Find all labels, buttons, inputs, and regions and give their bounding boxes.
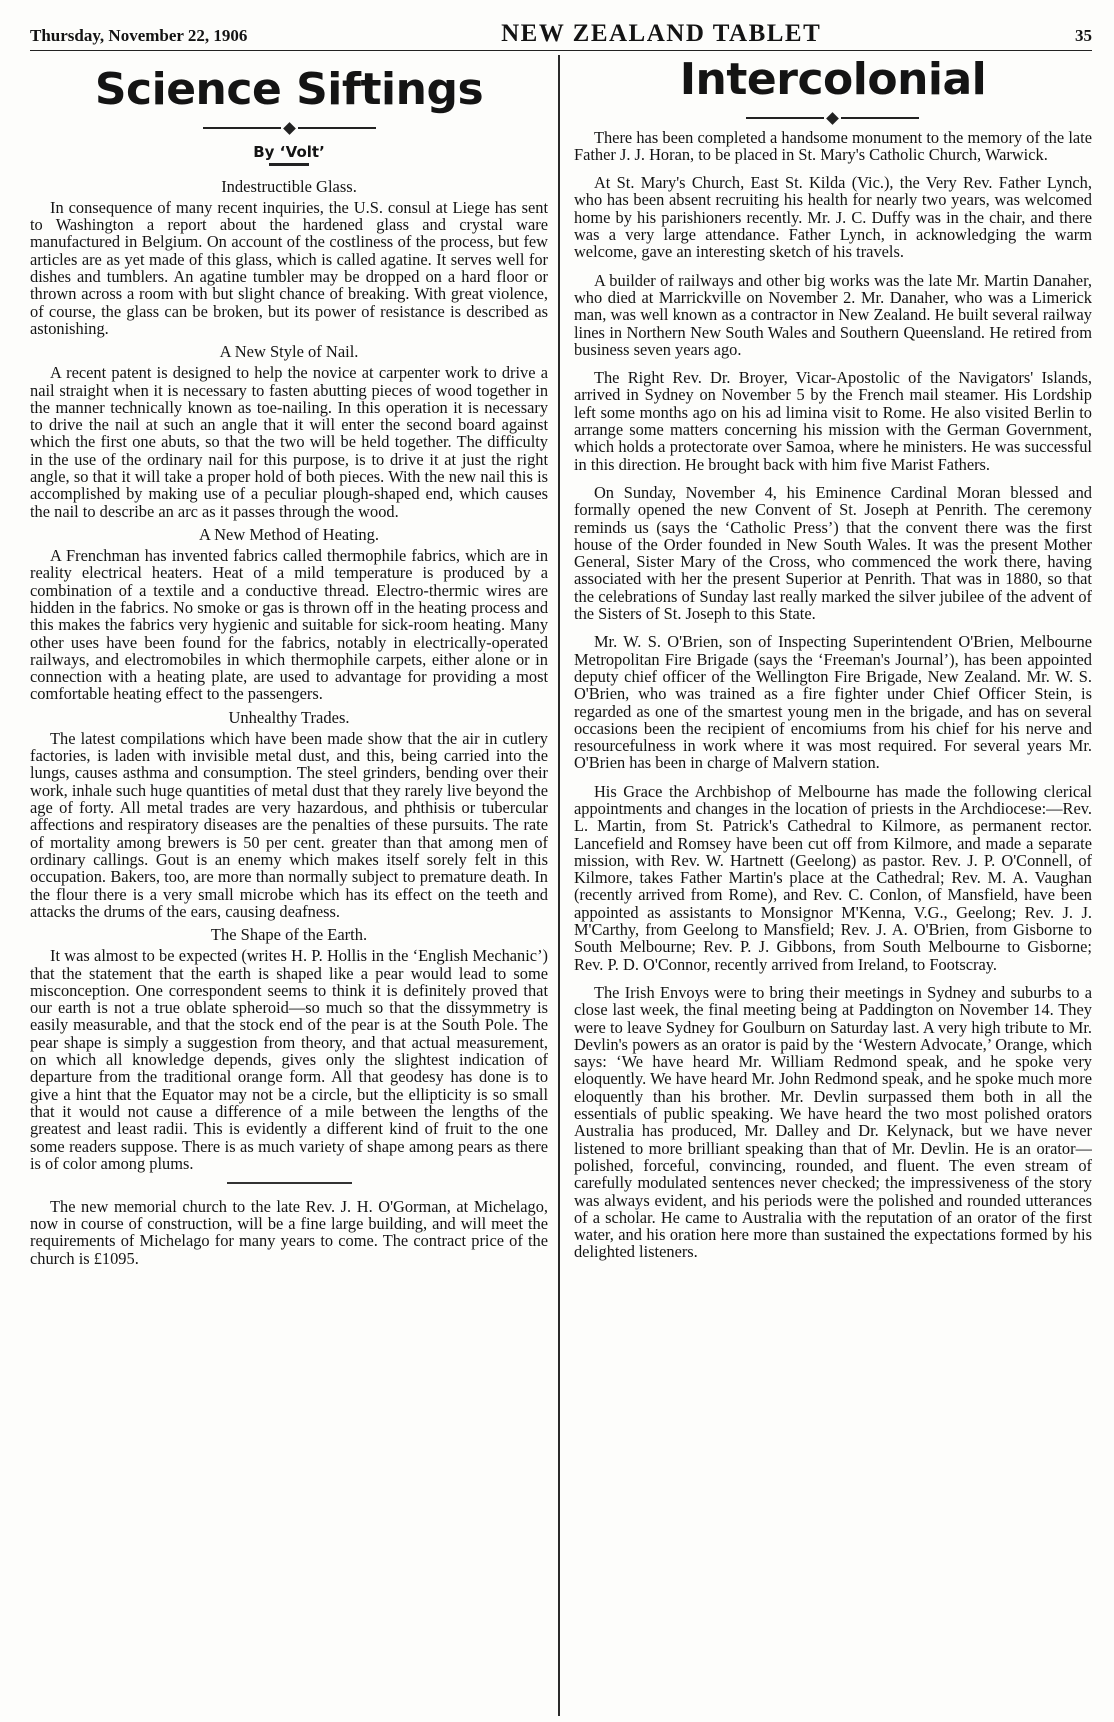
article-paragraph: The Irish Envoys were to bring their meetings in Sydney and suburbs to a close last week, the final meeting being at Paddington on November 14. They were to leave Sydney for Goulburn on Saturday last. A very high tribute to Mr. Devlin's powers as an orator is paid by the ‘Western Advocate,’ Orange, which says: ‘We have heard Mr. William Redmond speak, and he spoke very eloquently. We have heard Mr. John Redmond speak, and he spoke much more eloquently than his brother. Mr. Devlin surpassed them both in all the essentials of public speaking. We have heard the two most polished orators Australia has produced, Mr. Dalley and Dr. Kelynack, but we have never listened to more brilliant speaking than that of Mr. Devlin. He is an orator—polished, forceful, convincing, rounded, and fluent. The even stream of carefully modulated sentences never checked; the impressiveness of the story was always evident, and his periods were the polished and rounded utterances of a scholar. He came to Australia with the reputation of an orator of the first water, and his oration here more than sustained the expectations formed by his delighted listeners.: [573, 982, 1092, 1262]
article-paragraph: His Grace the Archbishop of Melbourne has made the following clerical appointments and changes in the location of priests in the Archdiocese:—Rev. L. Martin, from St. Patrick's Cathedral to Kilmore, as permanent rector. Lancefield and Romsey have been cut off from Kilmore, and made a separate mission, with Rev. W. Hartnett (Geelong) as pastor. Rev. J. P. O'Connell, of Kilmore, takes Father Martin's place at the Cathedral; Rev. M. A. Vaughan (recently arrived from Rome), and Rev. C. Conlon, of Mansfield, have been appointed as assistants to Monsignor M'Kenna, V.G., Geelong; Rev. J. J. M'Carthy, from Geelong to Mansfield; Rev. J. A. O'Brien, from Gisborne to South Melbourne; Rev. P. J. Gibbons, from South Melbourne to Gisborne; Rev. P. D. O'Connor, recently arrived from Ireland, to Footscray.: [573, 781, 1092, 974]
article-subhead: The Shape of the Earth.: [210, 925, 368, 945]
article-paragraph: The latest compilations which have been made show that the air in cutlery factories, is laden with invisible metal dust, and this, being carried into the lungs, causes asthma and consumption. The steel grinders, bending over their work, inhale such huge quantities of metal dust that they rarely live beyond the age of forty. All metal trades are very hazardous, and phthisis or tubercular affections and respiratory diseases are the penalties of these pursuits. The rate of mortality among brewers is 50 per cent. greater than that among men of ordinary callings. Gout is an enemy which makes itself sorely felt in this occupation. Bakers, too, are more than normally subject to premature death. In the flour there is a very small microbe which has its effect on the teeth and attacks the drums of the ears, causing deafness.: [30, 728, 549, 921]
divider: [227, 1182, 352, 1184]
section-title: Science Siftings: [94, 64, 484, 115]
article-paragraph: A builder of railways and other big works was the late Mr. Martin Danaher, who died at Marrickville on November 2. Mr. Danaher, who was a Limerick man, was well known as a contractor in New Zealand. He built several railway lines in Northern New South Wales and Southern Queensland. He retired from business seven years ago.: [573, 270, 1092, 359]
science-siftings-column: [30, 51, 558, 1716]
article-subhead: Unhealthy Trades.: [228, 707, 350, 727]
diamond-ornament-icon: [574, 114, 1092, 123]
masthead: [30, 10, 1092, 51]
article-paragraph: There has been completed a handsome monument to the memory of the late Father J. J. Horan, to be placed in St. Mary's Catholic Church, Warwick.: [573, 127, 1092, 164]
diamond-ornament-icon: [30, 124, 548, 133]
byline: By ‘Volt’: [253, 142, 325, 161]
article-paragraph: Mr. W. S. O'Brien, son of Inspecting Superintendent O'Brien, Melbourne Metropolitan Fire Brigade (says the ‘Freeman's Journal’), has been appointed deputy chief officer of the Wellington Fire Brigade, New Zealand. Mr. W. S. O'Brien, who was trained as a fire fighter under Chief Officer Stein, is regarded as one of the smartest young men in the brigade, and has on several occasions been the recipient of encomiums from his chief for his nerve and resourcefulness in work where it was most required. For several years Mr. O'Brien has been in charge of Malvern station.: [573, 632, 1092, 773]
page-number: 35: [1074, 26, 1092, 45]
article-list: [30, 178, 548, 1173]
article-list: [574, 129, 1092, 1261]
article-paragraph: It was almost to be expected (writes H. P. Hollis in the ‘English Mechanic’) that the statement that the earth is shaped like a pear would lead to some misconception. One correspondent seems to think it is definitely proved that our earth is not a true oblate spheroid—so much so that the dissymmetry is easily measurable, and that the stock end of the pear is at the South Pole. The pear shape is simply a suggestion from theory, and that actual measurement, on which all knowledge depends, gives only the slightest indication of departure from the traditional orange form. All that geodesy has done is to give a hint that the Equator may not be a circle, but the ellipticity is so small that it would not cause a difference of a mile between the lengths of the greatest and least radii. This is evidently a different kind of fruit to the one some readers suppose. There is as much variety of shape among pears as there is of color among plums.: [30, 946, 549, 1173]
article-subhead: A New Style of Nail.: [219, 342, 359, 362]
article-paragraph: The Right Rev. Dr. Broyer, Vicar-Apostolic of the Navigators' Islands, arrived in Sydney on November 5 by the French mail steamer. His Lordship left some months ago on his ad limina visit to Rome. He also visited Berlin to arrange some matters concerning his mission with the German Government, which holds a protectorate over Samoa, where he ministers. He was successful in this direction. He brought back with him five Marist Fathers.: [573, 368, 1092, 474]
article-subhead: A New Method of Heating.: [198, 524, 380, 544]
divider: [269, 163, 309, 166]
article-subhead: Indestructible Glass.: [221, 176, 357, 196]
paper-title: NEW ZEALAND TABLET: [501, 20, 822, 47]
article-paragraph: A recent patent is designed to help the novice at carpenter work to drive a nail straight when it is necessary to fasten abutting pieces of wood together in the manner technically known as toe-nailing. In this operation it is necessary to drive the nail at such an angle that it will enter the second board against which the first one abuts, so that the two will be held together. The difficulty in the use of the ordinary nail for this purpose, is to drive it at just the right angle, so that it will take a proper hold of both pieces. With the new nail this is accomplished by making use of a peculiar plough-shaped end, which causes the nail to describe an arc as it passes through the wood.: [30, 363, 549, 521]
article-paragraph: A Frenchman has invented fabrics called thermophile fabrics, which are in reality electrical heaters. Heat of a mild temperature is produced by a combination of a textile and a conductive thread. Electro-thermic wires are hidden in the fabrics. No smoke or gas is thrown off in the heating process and this makes the fabrics very hygienic and suitable for sick-room heating. Many other uses have been found for the fabrics, notably in electrically-operated railways, and electromobiles in which thermophile carpets, either alone or in connection with a heating plate, are used to advantage for providing a most comfortable heating effect to the passengers.: [30, 546, 549, 704]
issue-date: Thursday, November 22, 1906: [30, 26, 248, 45]
article-paragraph: In consequence of many recent inquiries, the U.S. consul at Liege has sent to Washington a report about the hardened glass and crystal ware manufactured in Belgium. On account of the costliness of the process, but few articles are as yet made of this glass, which is called agatine. It serves well for dishes and tumblers. An agatine tumbler may be dropped on a hard floor or thrown across a room with but slight chance of breaking. With great violence, of course, the glass can be broken, but its power of resistance is described as astonishing.: [30, 197, 549, 338]
article-paragraph: At St. Mary's Church, East St. Kilda (Vic.), the Very Rev. Father Lynch, who has been absent recruiting his health for nearly two years, was welcomed home by his parishioners recently. Mr. J. C. Duffy was in the chair, and there was a very large attendance. Father Lynch, in acknowledging the warm welcome, gave an interesting sketch of his travels.: [573, 173, 1092, 262]
columns: [30, 51, 1092, 1716]
section-title: Intercolonial: [679, 54, 987, 105]
intercolonial-column: [560, 51, 1092, 1716]
article-paragraph: On Sunday, November 4, his Eminence Cardinal Moran blessed and formally opened the new Convent of St. Joseph at Penrith. The ceremony reminds us (says the ‘Catholic Press’) that the convent there was the first house of the Order founded in New South Wales. It was the present Mother General, Sister Mary of the Cross, who commenced the work there, having associated with her the present Superior at Penrith. That was in 1880, so that the celebrations of Sunday last really marked the silver jubilee of the advent of the Sisters of St. Joseph to this State.: [573, 482, 1092, 624]
article-paragraph: The new memorial church to the late Rev. J. H. O'Gorman, at Michelago, now in course of construction, will be a fine large building, and will meet the requirements of Michelago for many years to come. The contract price of the church is £1095.: [30, 1196, 549, 1268]
